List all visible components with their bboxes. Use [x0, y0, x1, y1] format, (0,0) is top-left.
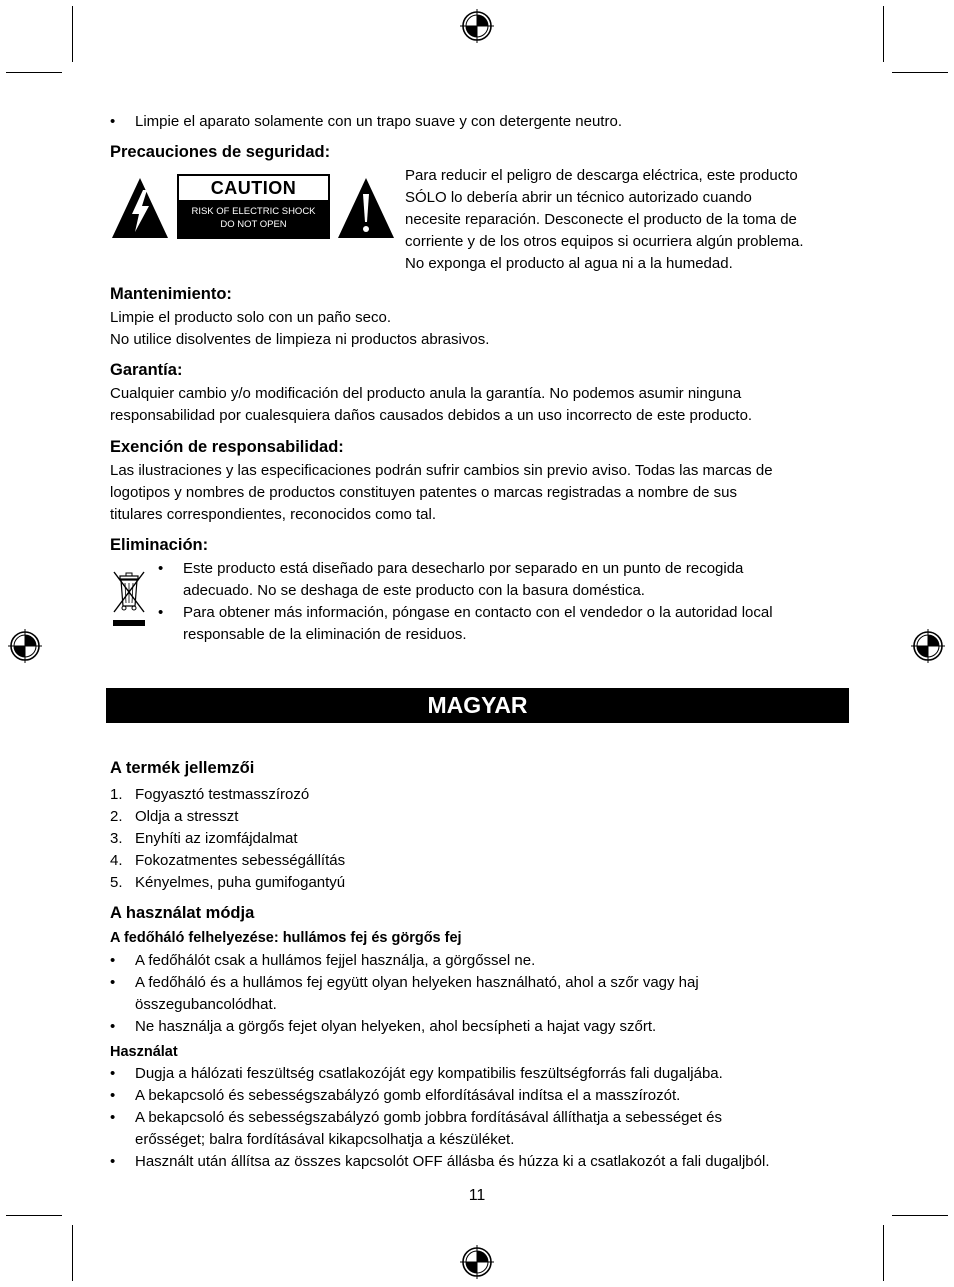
text-line: • A bekapcsoló és sebességszabályzó gomb jobbra fordításával állíthatja a sebességet és	[135, 1109, 723, 1126]
list-item: • Használt után állítsa az összes kapcsolót OFF állásba és húzza ki a csatlakozót a fali dugaljból.	[110, 1151, 850, 1173]
text-line: responsabilidad por cualesquiera daños causados debidos a un uso incorrecto de este producto.	[110, 407, 753, 424]
text-line: Las ilustraciones y las especificaciones podrán sufrir cambios sin previo aviso. Todas las marcas de	[110, 462, 773, 479]
crop-mark	[883, 6, 884, 62]
text-line: Para reducir el peligro de descarga eléctrica, este producto	[405, 167, 798, 184]
list-number: 3.	[110, 830, 123, 847]
list-number: 2.	[110, 808, 123, 825]
list-item	[110, 1107, 850, 1151]
text-line: SÓLO lo debería abrir un técnico autorizado cuando	[405, 189, 752, 206]
list-item	[158, 558, 858, 602]
text-line: összegubancolódhat.	[135, 996, 277, 1013]
crop-mark	[72, 1225, 73, 1281]
mantenimiento-text	[110, 307, 850, 351]
exclamation-warning-icon	[336, 176, 396, 240]
list-item	[110, 784, 850, 806]
crop-mark	[883, 1225, 884, 1281]
text-line: Cualquier cambio y/o modificación del producto anula la garantía. No podemos asumir ninguna	[110, 385, 742, 402]
list-number: 4.	[110, 852, 123, 869]
exencion-text	[110, 460, 850, 526]
registration-mark-icon	[460, 1245, 494, 1279]
crossed-bin-icon	[110, 566, 148, 630]
section-heading-hasznalat-modja: A használat módja	[110, 904, 255, 922]
registration-mark-icon	[911, 629, 945, 663]
crop-mark	[72, 6, 73, 62]
features-list	[110, 784, 850, 894]
list-number: 1.	[110, 786, 123, 803]
list-item	[110, 828, 850, 850]
text-line: logotipos y nombres de productos constituyen patentes o marcas registradas a nombre de sus	[110, 484, 738, 501]
list-item: • Ne használja a görgős fejet olyan helyeken, ahol becsípheti a hajat vagy szőrt.	[110, 1016, 850, 1038]
list-item: • A fedőhálót csak a hullámos fejjel használja, a görgőssel ne.	[110, 950, 850, 972]
language-banner: MAGYAR	[106, 688, 849, 723]
text-line: • Este producto está diseñado para desecharlo por separado en un punto de recogida	[183, 560, 744, 577]
caution-subtext	[177, 205, 330, 231]
eliminacion-list	[158, 558, 858, 646]
list-text: Fogyasztó testmasszírozó	[135, 786, 310, 803]
text-line: necesite reparación. Desconecte el producto de la toma de	[405, 211, 797, 228]
crop-mark	[892, 72, 948, 73]
text-line: No exponga el producto al agua ni a la humedad.	[405, 255, 733, 272]
section-heading-garantia: Garantía:	[110, 361, 183, 379]
section-heading-eliminacion: Eliminación:	[110, 536, 209, 554]
text-line: • Para obtener más información, póngase en contacto con el vendedor o la autoridad local	[183, 604, 773, 621]
text-line: responsable de la eliminación de residuos.	[183, 626, 467, 643]
section-heading-jellemzoi: A termék jellemzői	[110, 759, 255, 777]
text-line: erősséget; balra fordításával kikapcsolhatja a készüléket.	[135, 1131, 515, 1148]
caution-title: CAUTION	[179, 176, 328, 200]
hasznalat-list	[110, 1063, 850, 1173]
text-line: titulares correspondientes, reconocidos como tal.	[110, 506, 437, 523]
list-item: • Limpie el aparato solamente con un trapo suave y con detergente neutro.	[110, 111, 850, 133]
lightning-warning-icon	[110, 176, 170, 240]
crop-mark	[892, 1215, 948, 1216]
text-line: No utilice disolventes de limpieza ni productos abrasivos.	[110, 331, 490, 348]
list-number: 5.	[110, 874, 123, 891]
list-text: Oldja a stresszt	[135, 808, 239, 825]
text-line: Limpie el producto solo con un paño seco.	[110, 309, 392, 326]
crop-mark	[6, 1215, 62, 1216]
fedohalo-list	[110, 950, 850, 1038]
list-text: Kényelmes, puha gumifogantyú	[135, 874, 346, 891]
list-item	[158, 602, 858, 646]
list-item: • Dugja a hálózati feszültség csatlakozóját egy kompatibilis feszültségforrás fali dugaljába.	[110, 1063, 850, 1085]
registration-mark-icon	[8, 629, 42, 663]
section-heading-mantenimiento: Mantenimiento:	[110, 285, 232, 303]
text-line: • A fedőháló és a hullámos fej együtt olyan helyeken használható, ahol a szőr vagy haj	[135, 974, 699, 991]
list-item	[110, 872, 850, 894]
crop-mark	[6, 72, 62, 73]
list-text: Fokozatmentes sebességállítás	[135, 852, 346, 869]
list-item	[110, 850, 850, 872]
section-heading-seguridad: Precauciones de seguridad:	[110, 143, 331, 161]
caution-label	[177, 174, 330, 239]
top-bullet-list	[110, 111, 850, 133]
caution-line: DO NOT OPEN	[220, 219, 287, 230]
text-line: corriente y de los otros equipos si ocurriera algún problema.	[405, 233, 804, 250]
page-number: 11	[468, 1187, 486, 1204]
list-text: Enyhíti az izomfájdalmat	[135, 830, 298, 847]
list-item	[110, 972, 850, 1016]
list-item	[110, 806, 850, 828]
seguridad-text	[405, 165, 850, 275]
caution-line: RISK OF ELECTRIC SHOCK	[191, 206, 316, 217]
registration-mark-icon	[460, 9, 494, 43]
list-item: • A bekapcsoló és sebességszabályzó gomb elfordításával indítsa el a masszírozót.	[110, 1085, 850, 1107]
subheading-fedohalo: A fedőháló felhelyezése: hullámos fej és görgős fej	[110, 930, 462, 946]
section-heading-exencion: Exención de responsabilidad:	[110, 438, 344, 456]
text-line: adecuado. No se deshaga de este producto con la basura doméstica.	[183, 582, 645, 599]
garantia-text	[110, 383, 850, 427]
subheading-hasznalat: Használat	[110, 1044, 178, 1060]
